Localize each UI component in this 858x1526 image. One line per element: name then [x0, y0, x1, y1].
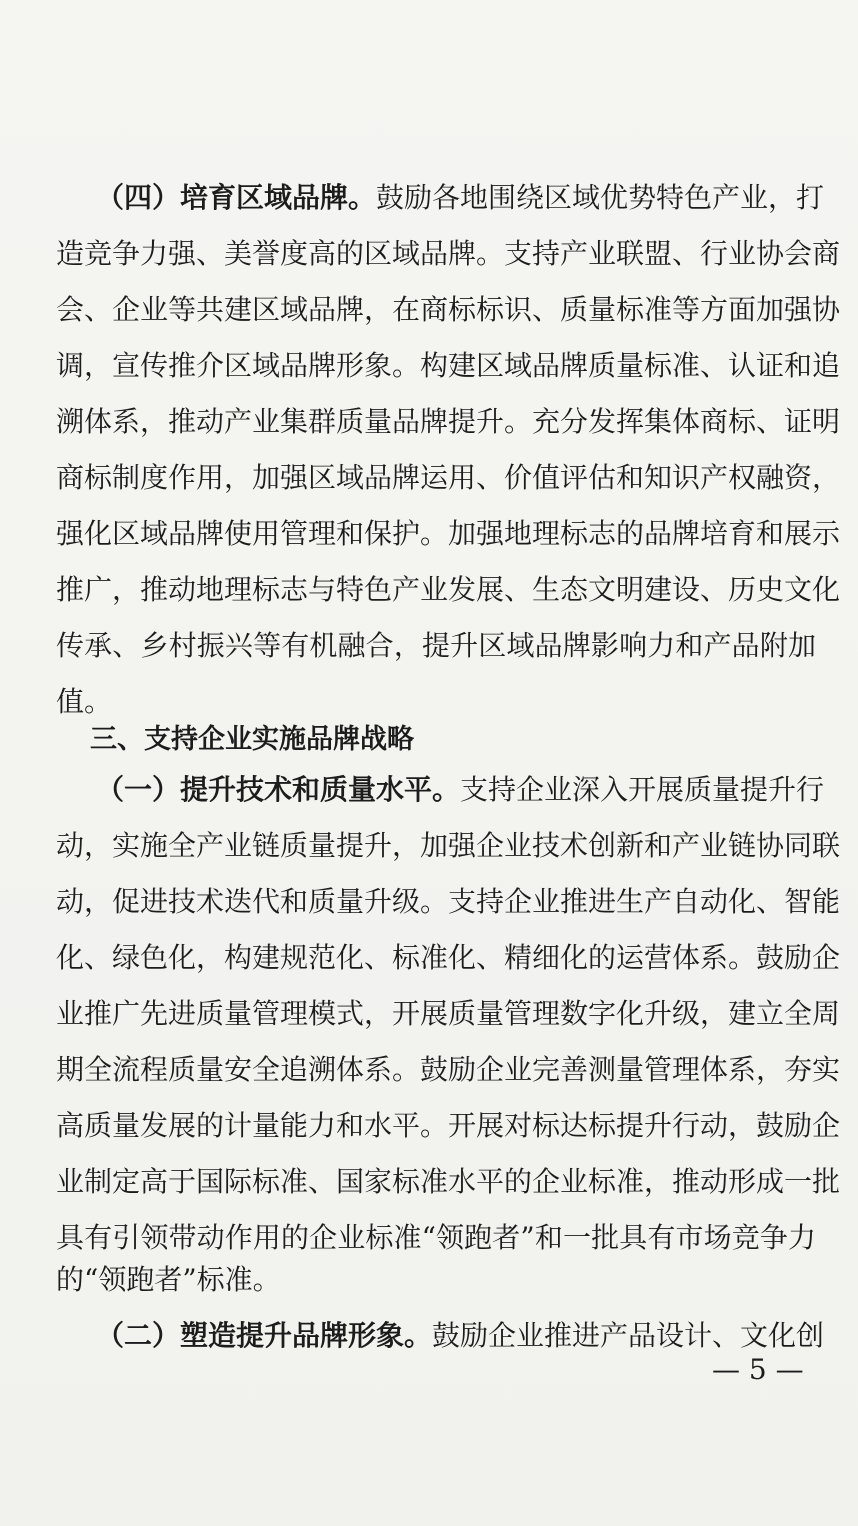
paragraph-line: 高质量发展的计量能力和水平。开展对标达标提升行动，鼓励企 [56, 1109, 841, 1142]
paragraph-line: 调，宣传推介区域品牌形象。构建区域品牌质量标准、认证和追 [56, 349, 841, 382]
paragraph-line: 造竞争力强、美誉度高的区域品牌。支持产业联盟、行业协会商 [56, 237, 841, 270]
paragraph-line: （一）提升技术和质量水平。支持企业深入开展质量提升行 [96, 773, 825, 806]
paragraph-line: 化、绿色化，构建规范化、标准化、精细化的运营体系。鼓励企 [56, 941, 841, 974]
paragraph-line: 的“领跑者”标准。 [56, 1263, 281, 1296]
paragraph-line: 商标制度作用，加强区域品牌运用、价值评估和知识产权融资， [56, 461, 841, 494]
paragraph-line: 传承、乡村振兴等有机融合，提升区域品牌影响力和产品附加 [56, 629, 816, 662]
paragraph-line: 溯体系，推动产业集群质量品牌提升。充分发挥集体商标、证明 [56, 405, 841, 438]
paragraph-line: （四）培育区域品牌。鼓励各地围绕区域优势特色产业，打 [96, 181, 825, 214]
paragraph-line: 动，促进技术迭代和质量升级。支持企业推进生产自动化、智能 [56, 885, 841, 918]
subsection-lead: （一）提升技术和质量水平。 [96, 773, 461, 806]
page-number: — 5 — [712, 1353, 804, 1386]
paragraph-line: 业推广先进质量管理模式，开展质量管理数字化升级，建立全周 [56, 997, 841, 1030]
section-heading: 三、支持企业实施品牌战略 [90, 724, 414, 755]
subsection-lead: （二）塑造提升品牌形象。 [96, 1319, 433, 1352]
paragraph-line: 业制定高于国际标准、国家标准水平的企业标准，推动形成一批 [56, 1165, 841, 1198]
paragraph-line: 期全流程质量安全追溯体系。鼓励企业完善测量管理体系，夯实 [56, 1053, 841, 1086]
paragraph-line: 动，实施全产业链质量提升，加强企业技术创新和产业链协同联 [56, 829, 841, 862]
paragraph-line: （二）塑造提升品牌形象。鼓励企业推进产品设计、文化创 [96, 1319, 825, 1352]
paragraph-line: 会、企业等共建区域品牌，在商标标识、质量标准等方面加强协 [56, 293, 841, 326]
subsection-lead: （四）培育区域品牌。 [96, 181, 377, 214]
paragraph-line: 强化区域品牌使用管理和保护。加强地理标志的品牌培育和展示 [56, 517, 841, 550]
paragraph-line: 值。 [56, 685, 113, 718]
paragraph-line: 具有引领带动作用的企业标准“领跑者”和一批具有市场竞争力 [56, 1221, 816, 1254]
paragraph-line: 推广，推动地理标志与特色产业发展、生态文明建设、历史文化 [56, 573, 841, 606]
